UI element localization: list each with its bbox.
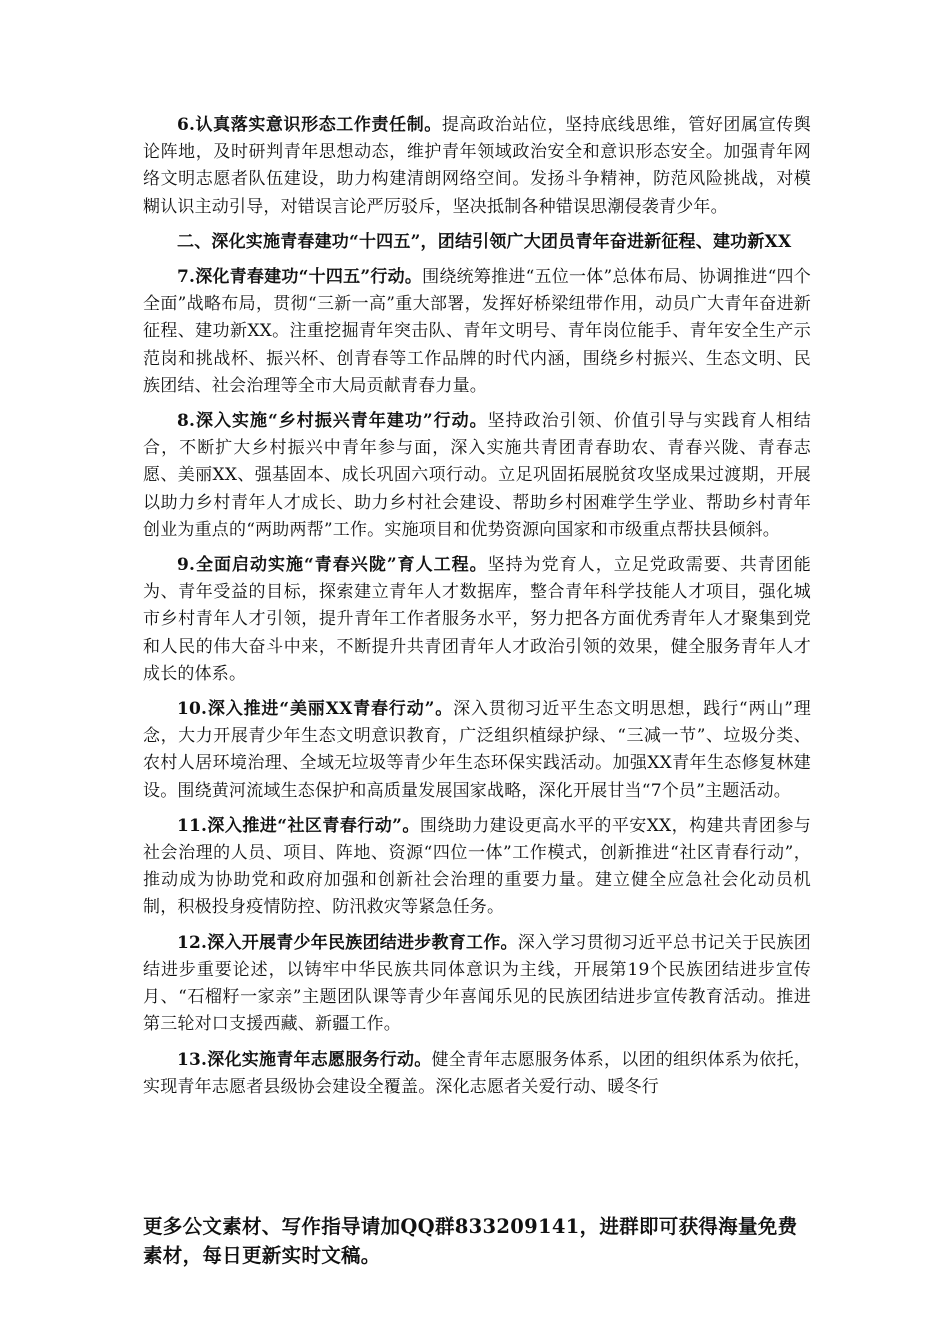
- paragraph-13: [143, 1047, 811, 1101]
- paragraph-9: [143, 552, 811, 688]
- paragraph-text: 围绕助力建设更高水平的平安XX，构建共青团参与社会治理的人员、项目、阵地、资源“四位一体”工作模式，创新推进“社区青春行动”，推动成为协助党和政府加强和创新社会治理的重要力量。建立健全应急社会化动员机制，积极投身疫情防控、防汛救灾等紧急任务。: [143, 815, 811, 918]
- paragraph-12: [143, 930, 811, 1039]
- paragraph-text: 提高政治站位，坚持底线思维，管好团属宣传舆论阵地，及时研判青年思想动态，维护青年领域政治安全和意识形态安全。加强青年网络文明志愿者队伍建设，助力构建清朗网络空间。发扬斗争精神，防范风险挑战，对模糊认识主动引导，对错误言论严厉驳斥，坚决抵制各种错误思潮侵袭青少年。: [143, 115, 812, 217]
- paragraph-lead: 11.深入推进“社区青春行动”。: [177, 815, 420, 836]
- footer-ad-text: 更多公文素材、写作指导请加QQ群833209141，进群即可获得海量免费素材，每日更新实时文稿。: [143, 1215, 798, 1267]
- paragraph-text: 坚持为党育人，立足党政需要、共青团能为、青年受益的目标，探索建立青年人才数据库，整合青年科学技能人才项目，强化城市乡村青年人才引领，提升青年工作者服务水平，努力把各方面优秀青年人才聚集到党和人民的伟大奋斗中来，不断提升共青团青年人才政治引领的效果，健全服务青年人才成长的体系。: [143, 555, 811, 684]
- paragraph-lead: 8.深入实施“乡村振兴青年建功”行动。: [177, 411, 488, 432]
- paragraph-lead: 9.全面启动实施“青春兴陇”育人工程。: [177, 555, 488, 576]
- paragraph-10: [143, 696, 811, 805]
- paragraph-lead: 6.认真落实意识形态工作责任制。: [177, 115, 442, 135]
- document-body: [143, 112, 811, 1109]
- paragraph-6: [143, 112, 811, 221]
- section-heading-2: 二、深化实施青春建功“十四五”，团结引领广大团员青年奋进新征程、建功新XX: [177, 231, 792, 252]
- paragraph-lead: 13.深化实施青年志愿服务行动。: [177, 1049, 432, 1070]
- paragraph-7: [143, 264, 811, 400]
- paragraph-lead: 7.深化青春建功“十四五”行动。: [177, 267, 423, 288]
- paragraph-lead: 10.深入推进“美丽XX青春行动”。: [177, 699, 454, 720]
- paragraph-text: 坚持政治引领、价值引导与实践育人相结合，不断扩大乡村振兴中青年参与面，深入实施共青团青春助农、青春兴陇、青春志愿、美丽XX、强基固本、成长巩固六项行动。立足巩固拓展脱贫攻坚成果过渡期，开展以助力乡村青年人才成长、助力乡村社会建设、帮助乡村困难学生学业、帮助乡村青年创业为重点的“两助两帮”工作。实施项目和优势资源向国家和市级重点帮扶县倾斜。: [143, 411, 811, 540]
- paragraph-text: 深入学习贯彻习近平总书记关于民族团结进步重要论述，以铸牢中华民族共同体意识为主线，开展第19个民族团结进步宣传月、“石榴籽一家亲”主题团队课等青少年喜闻乐见的民族团结进步宣传教育活动。推进第三轮对口支援西藏、新疆工作。: [143, 932, 811, 1035]
- paragraph-text: 健全青年志愿服务体系，以团的组织体系为依托，实现青年志愿者县级协会建设全覆盖。深化志愿者关爱行动、暖冬行: [143, 1049, 811, 1097]
- paragraph-text: 围绕统筹推进“五位一体”总体布局、协调推进“四个全面”战略布局，贯彻“三新一高”重大部署，发挥好桥梁纽带作用，动员广大青年奋进新征程、建功新XX。注重挖掘青年突击队、青年文明号、青年岗位能手、青年安全生产示范岗和挑战杯、振兴杯、创青春等工作品牌的时代内涵，围绕乡村振兴、生态文明、民族团结、社会治理等全市大局贡献青春力量。: [143, 267, 811, 396]
- paragraph-8: [143, 408, 811, 544]
- paragraph-lead: 12.深入开展青少年民族团结进步教育工作。: [177, 932, 518, 953]
- paragraph-11: [143, 813, 811, 922]
- paragraph-text: 深入贯彻习近平生态文明思想，践行“两山”理念，大力开展青少年生态文明意识教育，广泛组织植绿护绿、“三减一节”、垃圾分类、农村人居环境治理、全域无垃圾等青少年生态环保实践活动。加强XX青年生态修复林建设。围绕黄河流域生态保护和高质量发展国家战略，深化开展甘当“7个员”主题活动。: [143, 699, 811, 801]
